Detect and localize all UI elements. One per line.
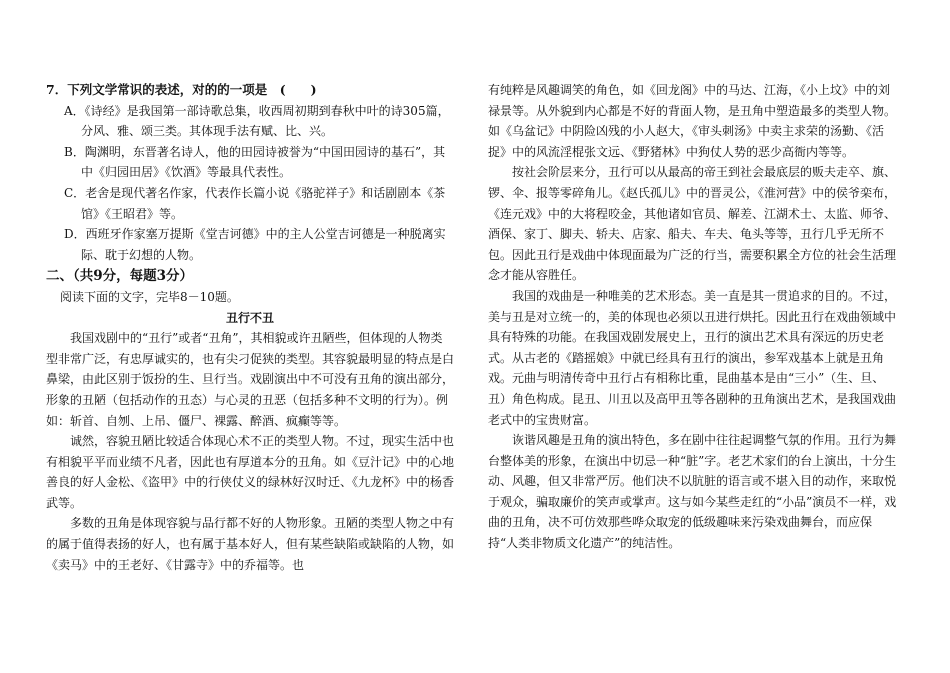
option-a xyxy=(64,101,454,142)
article-paragraph: 我国戏剧中的“丑行”或者“丑角”，其相貌或许丑陋些，但体现的人物类型非常广泛，有忠厚诚实的，也有尖刁促狭的类型。其容貌最明显的特点是白鼻梁，由此区别于饭扮的生、旦行当。戏剧演出中不可没有丑角的演出部分，形象的丑陋（包括动作的丑态）与心灵的丑恶（包括多种不文明的行为）。例如：斩首、自刎、上吊、僵尸、裸露、醉酒、疯癫等等。 xyxy=(46,331,455,428)
article-paragraph: 诚然，容貌丑陋比较适合体现心术不正的类型人物。不过，现实生活中也有相貌平平而业绩不凡者，因此也有厚道本分的丑角。如《豆汁记》中的心地善良的好人金松、《盗甲》中的行侠仗义的绿林好汉时迁、《九龙杯》中的杨香武等。 xyxy=(46,434,455,510)
option-c-label: C． xyxy=(64,185,86,200)
option-b xyxy=(64,142,454,183)
option-a-label: A． xyxy=(64,103,85,118)
right-column xyxy=(488,80,900,554)
option-d-text: 西班牙作家塞万提斯《堂吉诃德》中的主人公堂吉诃德是一种脱离实际、耽于幻想的人物。 xyxy=(81,227,446,262)
section-2-heading: 二、（共9分，每题3分） xyxy=(46,268,194,285)
option-b-text: 陶渊明，东晋著名诗人，他的田园诗被誉为“中国田园诗的基石”，其中《归园田居》《饮酒》等最具代表性。 xyxy=(81,144,446,180)
option-d-label: D． xyxy=(64,227,86,242)
option-c xyxy=(64,183,454,224)
article-paragraph: 按社会阶层来分，丑行可以从最高的帝王到社会最底层的贩夫走卒、旗、锣、伞、报等零碎角儿。《赵氏孤儿》中的晋灵公，《淮河营》中的侯爷栾布，《连元戏》中的大将程咬金，其他诸如官员、解差、江湖术士、太监、师爷、酒保、家丁、脚夫、轿夫、店家、船夫、车夫、龟头等等，丑行几乎无所不包。因此丑行是戏曲中体现面最为广泛的行当，需要积累全方位的社会生活理念才能从容胜任。 xyxy=(488,165,897,283)
option-d xyxy=(64,224,454,265)
option-c-text: 老舍是现代著名作家，代表作长篇小说《骆驼祥子》和话剧剧本《茶馆》《王昭君》等。 xyxy=(81,185,446,221)
question-7-stem: 7．下列文学常识的表述，对的的一项是 ( ) xyxy=(46,82,317,97)
article-paragraph-continued: 有纯粹是风趣调笑的角色，如《回龙阁》中的马达、江海，《小上坟》中的刘禄景等。从外貌到内心都是不好的背面人物，是丑角中塑造最多的类型人物。如《乌盆记》中阴险凶残的小人赵大，《审头刺汤》中卖主求荣的汤勤、《活捉》中的风流淫棍张文远、《野猪林》中狗仗人势的恶少高衙内等等。 xyxy=(488,83,897,159)
article-paragraph: 诙谐风趣是丑角的演出特色，多在剧中往往起调整气氛的作用。丑行为舞台整体美的形象，在演出中切忌一种“脏”字。老艺术家们的台上演出，十分生动、风趣，但又非常严厉。他们决不以肮脏的语言或不堪入目的动作，来取悦于观众，骗取廉价的笑声或掌声。这与如今某些走红的“小品”演员不一样，戏曲的丑角，决不可仿效那些哗众取宠的低级趣味来污染戏曲舞台，而应保持“人类非物质文化遗产”的纯洁性。 xyxy=(488,433,897,551)
article-paragraph: 多数的丑角是体现容貌与品行都不好的人物形象。丑陋的类型人物之中有的属于值得表扬的好人，也有属于基本好人，但有某些缺陷或缺陷的人物，如《卖马》中的王老好、《甘露寺》中的乔福等。也 xyxy=(46,516,455,572)
option-b-label: B． xyxy=(64,144,85,159)
option-a-text: 《诗经》是我国第一部诗歌总集，收西周初期到春秋中叶的诗305篇，分风、雅、颂三类。其体现手法有赋、比、兴。 xyxy=(81,103,450,139)
article-paragraph: 我国的戏曲是一种唯美的艺术形态。美一直是其一贯追求的目的。不过，美与丑是对立统一的，美的体现也必须以丑进行烘托。因此丑行在戏曲领域中具有特殊的功能。在我国戏剧发展史上，丑行的演出艺术具有深远的历史老式。从古老的《踏摇娘》中就已经具有丑行的演出，参军戏基本上就是丑角戏。元曲与明清传奇中丑行占有相称比重，昆曲基本是由“三小”（生、旦、丑）角色构成。昆丑、川丑以及高甲丑等各剧种的丑角演出艺术，是我国戏曲老式中的宝贵财富。 xyxy=(488,288,897,427)
left-column xyxy=(46,80,454,575)
article-title: 丑行不丑 xyxy=(225,310,274,325)
reading-instruction: 阅读下面的文字，完毕8－10题。 xyxy=(60,289,239,304)
